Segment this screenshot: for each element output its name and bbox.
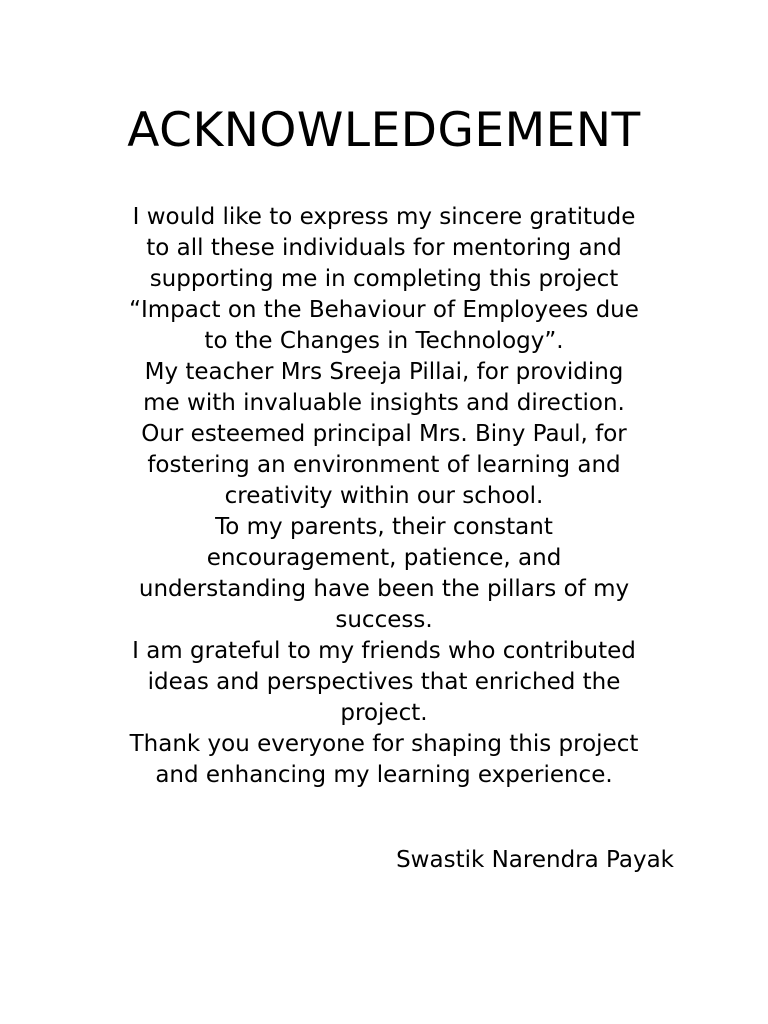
body-line: I would like to express my sincere gratitude <box>132 204 636 230</box>
body-line: “Impact on the Behaviour of Employees due <box>129 297 639 323</box>
body-line: I am grateful to my friends who contributed <box>132 638 636 664</box>
body-line: success. <box>335 607 433 633</box>
body-line: fostering an environment of learning and <box>147 452 621 478</box>
body-line: project. <box>340 700 428 726</box>
body-line: Our esteemed principal Mrs. Biny Paul, for <box>141 421 627 447</box>
body-line: My teacher Mrs Sreeja Pillai, for providing <box>144 359 624 385</box>
body-line: to all these individuals for mentoring and <box>146 235 622 261</box>
body-line: understanding have been the pillars of my <box>138 576 630 602</box>
body-line: to the Changes in Technology”. <box>204 328 564 354</box>
body-line: To my parents, their constant <box>215 514 553 540</box>
body-line: creativity within our school. <box>224 483 544 509</box>
body-line: ideas and perspectives that enriched the <box>147 669 621 695</box>
body-line: supporting me in completing this project <box>149 266 619 292</box>
acknowledgement-body <box>80 202 688 791</box>
body-line: and enhancing my learning experience. <box>155 762 613 788</box>
body-line: me with invaluable insights and direction. <box>143 390 625 416</box>
signature: Swastik Narendra Payak <box>396 847 674 873</box>
body-line: encouragement, patience, and <box>206 545 562 571</box>
body-line: Thank you everyone for shaping this project <box>129 731 639 757</box>
page-title: ACKNOWLEDGEMENT <box>127 103 641 158</box>
